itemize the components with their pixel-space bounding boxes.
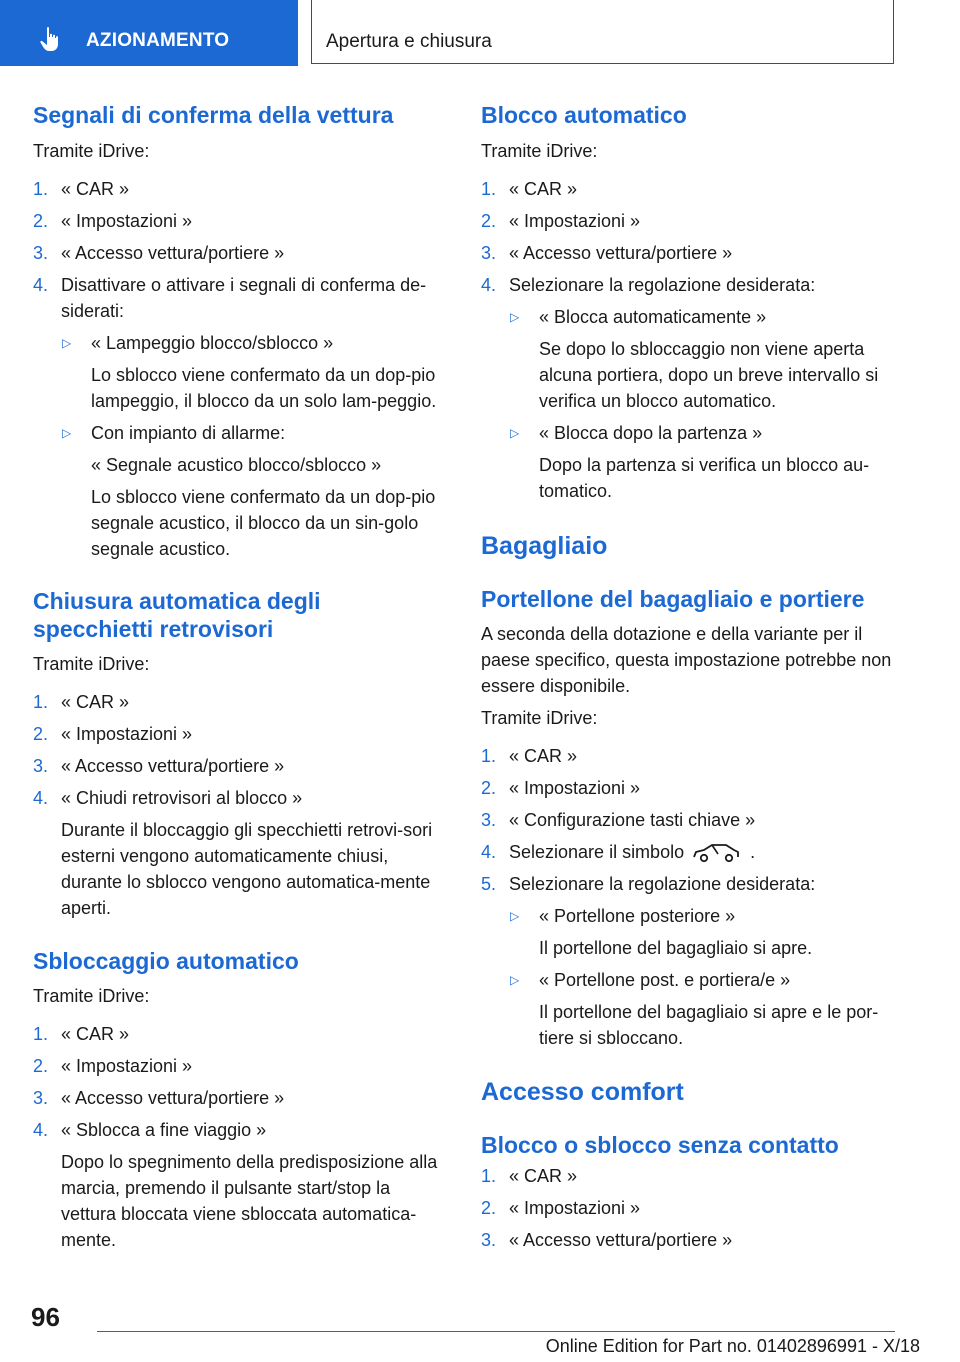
footer-divider bbox=[97, 1331, 895, 1332]
step-text: « Impostazioni » bbox=[61, 724, 193, 744]
list-item bbox=[33, 689, 445, 715]
step-suffix: . bbox=[750, 842, 756, 862]
sub-item-title: « Blocca dopo la partenza » bbox=[539, 423, 763, 443]
step-text: « CAR » bbox=[509, 179, 578, 199]
sub-item bbox=[61, 420, 445, 562]
edition-note: Online Edition for Part no. 01402896991 - X/18 bbox=[545, 1336, 920, 1356]
step-number: 4. bbox=[33, 1120, 49, 1140]
sub-item-title: Con impianto di allarme: bbox=[91, 423, 286, 443]
step-text: « Sblocca a fine viaggio » bbox=[61, 1120, 267, 1140]
step-text: « CAR » bbox=[61, 692, 130, 712]
intro-text: Tramite iDrive: bbox=[33, 654, 150, 674]
chapter-title: Apertura e chiusura bbox=[326, 31, 492, 52]
list-item bbox=[481, 871, 893, 1051]
step-number: 3. bbox=[481, 243, 497, 263]
section-title: Portellone del bagagliaio e portiere bbox=[481, 586, 865, 612]
step-text: Selezionare la regolazione desiderata: bbox=[509, 874, 816, 894]
step-number: 4. bbox=[33, 788, 49, 808]
list-item bbox=[481, 839, 893, 865]
list-item bbox=[481, 208, 893, 234]
left-column bbox=[33, 101, 445, 1253]
sub-item bbox=[509, 903, 893, 961]
step-number: 2. bbox=[33, 1056, 49, 1076]
sub-item bbox=[509, 304, 893, 414]
step-number: 3. bbox=[481, 1230, 497, 1250]
list-item bbox=[33, 753, 445, 779]
sub-item-title: « Lampeggio blocco/sblocco » bbox=[91, 333, 334, 353]
sub-list bbox=[509, 304, 893, 504]
sub-item-title: « Portellone posteriore » bbox=[539, 906, 736, 926]
step-text: « Impostazioni » bbox=[61, 211, 193, 231]
step-text: « Chiudi retrovisori al blocco » bbox=[61, 788, 303, 808]
step-number: 1. bbox=[481, 746, 497, 766]
step-number: 4. bbox=[481, 275, 497, 295]
step-number: 2. bbox=[481, 1198, 497, 1218]
list-item bbox=[33, 240, 445, 266]
hand-pointer-icon bbox=[38, 26, 64, 52]
sub-item bbox=[61, 330, 445, 414]
list-item bbox=[33, 1085, 445, 1111]
steps-list bbox=[33, 176, 445, 562]
step-number: 2. bbox=[33, 211, 49, 231]
list-item bbox=[481, 743, 893, 769]
step-number: 2. bbox=[481, 211, 497, 231]
step-text: « Impostazioni » bbox=[509, 211, 641, 231]
list-item bbox=[33, 1117, 445, 1253]
section-title: Segnali di conferma della vettura bbox=[33, 102, 394, 128]
step-number: 3. bbox=[33, 1088, 49, 1108]
car-trunk-icon bbox=[692, 842, 740, 864]
list-item bbox=[481, 775, 893, 801]
chapter-heading: Bagagliaio bbox=[481, 532, 608, 560]
sub-item-line: « Segnale acustico blocco/sblocco » bbox=[91, 455, 382, 475]
steps-list bbox=[481, 176, 893, 504]
step-text: « Impostazioni » bbox=[61, 1056, 193, 1076]
list-item bbox=[481, 176, 893, 202]
step-text: « Impostazioni » bbox=[509, 1198, 641, 1218]
steps-list bbox=[33, 689, 445, 921]
list-item bbox=[481, 1227, 893, 1253]
step-number: 2. bbox=[33, 724, 49, 744]
step-text: « Accesso vettura/portiere » bbox=[61, 243, 285, 263]
step-text: Selezionare la regolazione desiderata: bbox=[509, 275, 816, 295]
sub-item bbox=[509, 967, 893, 1051]
sub-list bbox=[61, 330, 445, 562]
intro-text: Tramite iDrive: bbox=[481, 141, 598, 161]
step-number: 1. bbox=[481, 1166, 497, 1186]
intro-text: Tramite iDrive: bbox=[33, 986, 150, 1006]
step-text: « Accesso vettura/portiere » bbox=[509, 1230, 733, 1250]
list-item bbox=[481, 240, 893, 266]
right-column bbox=[481, 101, 893, 1253]
sub-item-text: Se dopo lo sbloccaggio non viene aperta alcuna portiera, dopo un breve intervallo si verifica un blocco automatico. bbox=[539, 339, 879, 411]
step-number: 4. bbox=[481, 842, 497, 862]
intro-text: Tramite iDrive: bbox=[481, 708, 598, 728]
list-item bbox=[481, 272, 893, 504]
section-title: Blocco automatico bbox=[481, 102, 687, 128]
step-text: « Accesso vettura/portiere » bbox=[61, 756, 285, 776]
step-number: 2. bbox=[481, 778, 497, 798]
list-item bbox=[33, 721, 445, 747]
list-item bbox=[33, 785, 445, 921]
sub-item-text: Il portellone del bagagliaio si apre. bbox=[539, 938, 813, 958]
intro-text: Tramite iDrive: bbox=[33, 141, 150, 161]
list-item bbox=[481, 1195, 893, 1221]
triangle-bullet-icon: ▷ bbox=[62, 336, 72, 350]
sub-item-text: Il portellone del bagagliaio si apre e le por-tiere si sbloccano. bbox=[539, 1002, 879, 1048]
section-title: Blocco o sblocco senza contatto bbox=[481, 1132, 839, 1158]
list-item bbox=[481, 807, 893, 833]
step-text: Selezionare il simbolo bbox=[509, 842, 685, 862]
triangle-bullet-icon: ▷ bbox=[62, 426, 72, 440]
step-text: « CAR » bbox=[509, 1166, 578, 1186]
sub-item-text: Lo sblocco viene confermato da un dop-pio segnale acustico, il blocco da un sin-golo segnale acustico. bbox=[91, 487, 436, 559]
step-text: « CAR » bbox=[509, 746, 578, 766]
step-note: Dopo lo spegnimento della predisposizione alla marcia, premendo il pulsante start/stop la vettura bloccata viene sbloccata automatica-mente. bbox=[61, 1152, 438, 1250]
chapter-heading: Accesso comfort bbox=[481, 1078, 684, 1106]
sub-item-text: Lo sblocco viene confermato da un dop-pio lampeggio, il blocco da un solo lam-peggio. bbox=[91, 365, 437, 411]
steps-list bbox=[481, 743, 893, 1051]
list-item bbox=[33, 176, 445, 202]
step-text: « Impostazioni » bbox=[509, 778, 641, 798]
steps-list bbox=[481, 1163, 893, 1253]
sub-item bbox=[509, 420, 893, 504]
section-title: Chiusura automatica degli specchietti retrovisori bbox=[33, 588, 321, 642]
step-number: 3. bbox=[33, 243, 49, 263]
list-item bbox=[481, 1163, 893, 1189]
step-note: Durante il bloccaggio gli specchietti retrovi-sori esterni vengono automaticamente chiusi, durante lo sblocco vengono automatica-mente aperti. bbox=[61, 820, 433, 918]
sub-list bbox=[509, 903, 893, 1051]
triangle-bullet-icon: ▷ bbox=[510, 426, 520, 440]
description-text: A seconda della dotazione e della variante per il paese specifico, questa impostazione potrebbe non essere disponibile. bbox=[481, 624, 892, 696]
list-item bbox=[33, 208, 445, 234]
step-number: 5. bbox=[481, 874, 497, 894]
section-label: AZIONAMENTO bbox=[86, 30, 230, 51]
triangle-bullet-icon: ▷ bbox=[510, 310, 520, 324]
steps-list bbox=[33, 1021, 445, 1253]
step-text: « CAR » bbox=[61, 179, 130, 199]
page-number: 96 bbox=[31, 1302, 60, 1332]
step-number: 1. bbox=[33, 692, 49, 712]
step-text: « Configurazione tasti chiave » bbox=[509, 810, 756, 830]
step-number: 4. bbox=[33, 275, 49, 295]
step-number: 1. bbox=[33, 1024, 49, 1044]
triangle-bullet-icon: ▷ bbox=[510, 909, 520, 923]
section-tab bbox=[0, 0, 298, 66]
sub-item-title: « Blocca automaticamente » bbox=[539, 307, 767, 327]
triangle-bullet-icon: ▷ bbox=[510, 973, 520, 987]
section-title: Sbloccaggio automatico bbox=[33, 948, 299, 974]
step-text: « Accesso vettura/portiere » bbox=[61, 1088, 285, 1108]
step-number: 1. bbox=[33, 179, 49, 199]
step-text: « CAR » bbox=[61, 1024, 130, 1044]
step-text: Disattivare o attivare i segnali di conferma de-siderati: bbox=[61, 275, 427, 321]
sub-item-title: « Portellone post. e portiera/e » bbox=[539, 970, 791, 990]
list-item bbox=[33, 1021, 445, 1047]
step-number: 3. bbox=[33, 756, 49, 776]
sub-item-text: Dopo la partenza si verifica un blocco au-tomatico. bbox=[539, 455, 870, 501]
list-item bbox=[33, 1053, 445, 1079]
chapter-header bbox=[311, 0, 894, 64]
step-number: 1. bbox=[481, 179, 497, 199]
step-number: 3. bbox=[481, 810, 497, 830]
list-item bbox=[33, 272, 445, 562]
step-text: « Accesso vettura/portiere » bbox=[509, 243, 733, 263]
